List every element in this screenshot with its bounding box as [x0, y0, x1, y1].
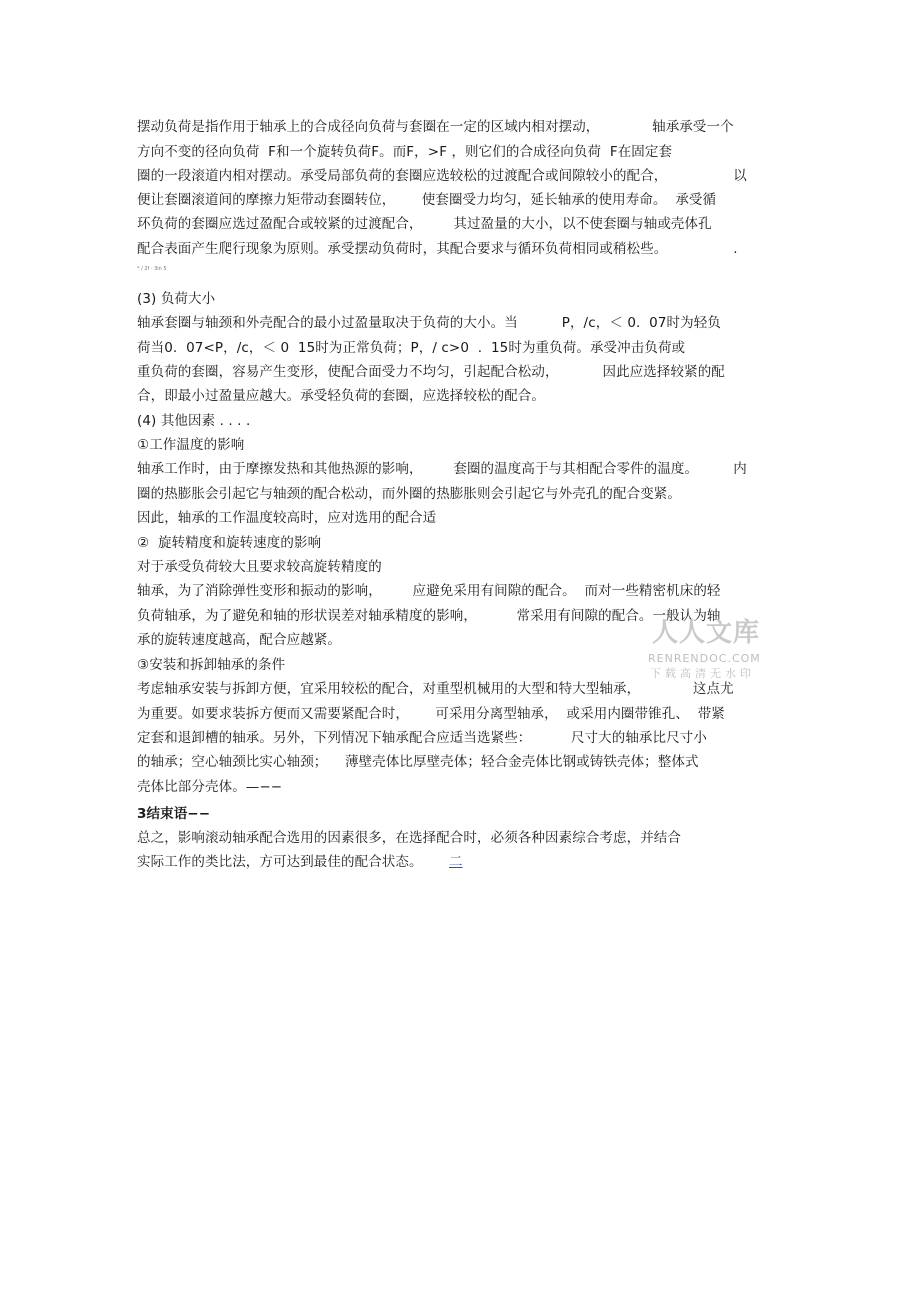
watermark-site: RENRENDOC.COM	[648, 652, 761, 665]
text-line-12: 圈的热膨胀会引起它与轴颈的配合松动，而外圈的热膨胀则会引起它与外壳孔的配合变紧。	[137, 486, 681, 502]
subheading-rotation: ② 旋转精度和旋转速度的影响	[137, 535, 322, 551]
text-line-5: 环负荷的套圈应选过盈配合或较紧的过渡配合， 其过盈量的大小，以不使套圈与轴或壳体孔	[137, 216, 712, 232]
section-heading-conclusion: 3结束语−−	[137, 806, 211, 822]
subheading-temperature: ①工作温度的影响	[137, 437, 245, 453]
tiny-mark: * / 2f · 3in 5	[137, 266, 167, 272]
text-line-4: 便让套圈滚道间的摩擦力矩带动套圈转位， 使套圈受力均匀，延长轴承的使用寿命。 承受循	[137, 192, 717, 208]
text-line-10: 合，即最小过盈量应越大。承受轻负荷的套圈，应选择较松的配合。	[137, 388, 545, 404]
watermark-slogan: 下载高清无水印	[650, 667, 755, 680]
text-line-8: 荷当0. 07<P，/c，＜ 0 15时为正常负荷；P，/ c>0 . 15时为重负荷。承受冲击负荷或	[137, 340, 686, 356]
text-line-15: 轴承，为了消除弹性变形和振动的影响， 应避免采用有间隙的配合。 而对一些精密机床的轻	[137, 583, 721, 599]
text-line-24-text: 实际工作的类比法，方可达到最佳的配合状态。	[137, 854, 449, 870]
text-line-18: 考虑轴承安装与拆卸方便，宜采用较松的配合，对重型机械用的大型和特大型轴承， 这点尤	[137, 681, 734, 697]
text-line-2: 方向不变的径向负荷 F和一个旋转负荷F。而F，>F ，则它们的合成径向负荷 F在固定套	[137, 144, 673, 160]
end-link[interactable]: 二	[448, 854, 463, 870]
text-line-19: 为重要。如要求装拆方便而又需要紧配合时， 可采用分离型轴承， 或采用内圈带锥孔、 带紧	[137, 706, 725, 722]
text-line-21: 的轴承；空心轴颈比实心轴颈； 薄壁壳体比厚壁壳体；轻合金壳体比钢或铸铁壳体；整体式	[137, 754, 699, 770]
text-line-14: 对于承受负荷较大且要求较高旋转精度的	[137, 559, 382, 575]
text-line-11: 轴承工作时，由于摩擦发热和其他热源的影响， 套圈的温度高于与其相配合零件的温度。 内	[137, 461, 747, 477]
watermark	[640, 618, 780, 684]
section-heading-load-size: (3) 负荷大小	[137, 291, 216, 307]
text-line-16: 负荷轴承，为了避免和轴的形状误差对轴承精度的影响， 常采用有间隙的配合。一般认为轴	[137, 608, 721, 624]
text-line-1: 摆动负荷是指作用于轴承上的合成径向负荷与套圈在一定的区域内相对摆动， 轴承承受一个	[137, 119, 734, 135]
text-line-20: 定套和退卸槽的轴承。另外，下列情况下轴承配合应适当选紧些： 尺寸大的轴承比尺寸小	[137, 730, 707, 746]
text-line-7: 轴承套圈与轴颈和外壳配合的最小过盈量取决于负荷的大小。当 P，/c，＜ 0. 07时为轻负	[137, 315, 721, 331]
text-line-9: 重负荷的套圈，容易产生变形，使配合面受力不均匀，引起配合松动， 因此应选择较紧的配	[137, 364, 725, 380]
text-line-17: 承的旋转速度越高，配合应越紧。	[137, 632, 341, 648]
text-line-23: 总之，影响滚动轴承配合选用的因素很多，在选择配合时，必须各种因素综合考虑，并结合	[137, 830, 681, 846]
text-line-22: 壳体比部分壳体。—−−	[137, 779, 283, 795]
text-line-3: 圈的一段滚道内相对摆动。承受局部负荷的套圈应选较松的过渡配合或间隙较小的配合， 以	[137, 168, 747, 184]
section-heading-other-factors: (4) 其他因素 . . . .	[137, 413, 251, 429]
text-line-13: 因此，轴承的工作温度较高时，应对选用的配合适	[137, 510, 437, 526]
watermark-title: 人人文库	[652, 618, 761, 648]
text-line-24	[137, 853, 463, 871]
text-line-6: 配合表面产生爬行现象为原则。承受摆动负荷时，其配合要求与循环负荷相同或稍松些。 .	[137, 241, 738, 257]
subheading-installation: ③安装和拆卸轴承的条件	[137, 657, 286, 673]
